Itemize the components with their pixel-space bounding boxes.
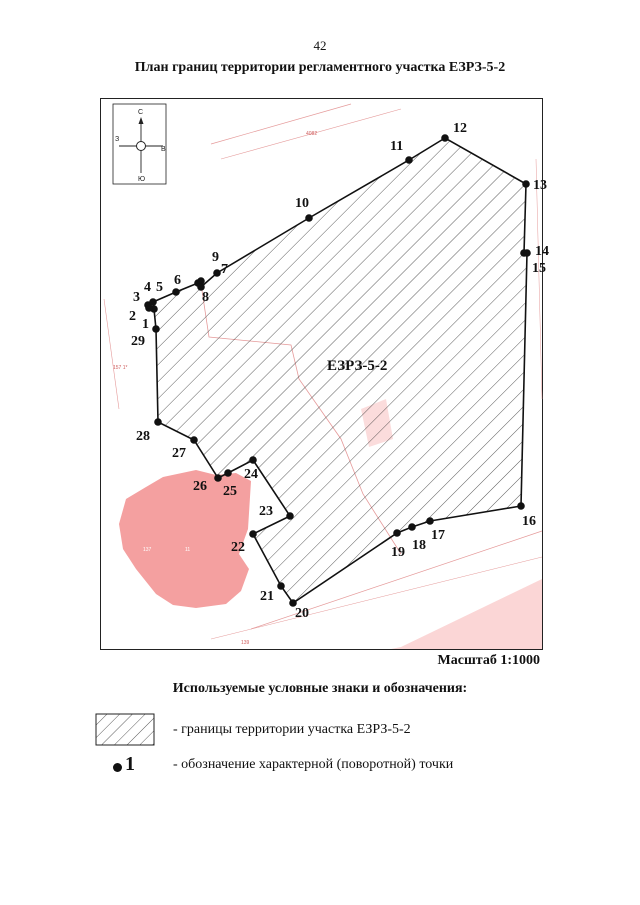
map-scale: Масштаб 1:1000: [437, 653, 540, 668]
boundary-point-19: [393, 529, 401, 537]
point-label-4: 4: [144, 280, 151, 295]
boundary-point-11: [405, 156, 413, 164]
boundary-point-25: [224, 469, 232, 477]
boundary-point-4: [149, 298, 157, 306]
point-label-17: 17: [431, 528, 445, 543]
compass-north: С: [138, 109, 144, 116]
point-label-14: 14: [535, 244, 549, 259]
boundary-point-26: [214, 474, 222, 482]
boundary-point-27: [190, 436, 198, 444]
boundary-point-9: [213, 269, 221, 277]
point-label-12: 12: [453, 121, 467, 136]
background-label: 139: [241, 640, 250, 646]
legend-title: Используемые условные знаки и обозначения:: [172, 681, 468, 696]
compass: [113, 104, 166, 184]
point-dot-icon: [113, 763, 122, 772]
legend-text: - границы территории участка ЕЗРЗ-5-2: [173, 721, 411, 737]
area-label: ЕЗРЗ-5-2: [327, 358, 388, 374]
background-label: 157 1*: [113, 365, 128, 371]
legend-text: - обозначение характерной (поворотной) точки: [173, 756, 454, 772]
point-label-26: 26: [193, 479, 207, 494]
point-label-1: 1: [142, 317, 149, 332]
point-label-13: 13: [533, 178, 547, 193]
parcel-line: [536, 159, 542, 399]
point-label-3: 3: [133, 290, 140, 305]
legend-item-boundary: [95, 713, 411, 746]
boundary-point-23: [286, 512, 294, 520]
point-label-6: 6: [174, 273, 181, 288]
point-label-16: 16: [522, 514, 536, 529]
compass-south: Ю: [138, 176, 146, 183]
boundary-point-24: [249, 456, 257, 464]
point-label-24: 24: [244, 467, 258, 482]
boundary-point-12: [441, 134, 449, 142]
boundary-point-16: [517, 502, 525, 510]
boundary-point-28: [154, 418, 162, 426]
point-label-21: 21: [260, 589, 274, 604]
boundary-point-15: [523, 249, 531, 257]
point-label-27: 27: [172, 446, 186, 461]
point-label-2: 2: [129, 309, 136, 324]
point-sample-number: 1: [125, 753, 135, 775]
compass-east: В: [161, 146, 166, 153]
background-label: 137: [143, 547, 152, 553]
page-title: План границ территории регламентного участка ЕЗРЗ-5-2: [134, 60, 506, 75]
boundary-point-22: [249, 530, 257, 538]
point-label-20: 20: [295, 606, 309, 621]
point-label-25: 25: [223, 484, 237, 499]
point-label-5: 5: [156, 280, 163, 295]
parcel-line: [211, 104, 351, 144]
point-label-18: 18: [412, 538, 426, 553]
compass-west: З: [115, 136, 120, 143]
boundary-point-5: [172, 288, 180, 296]
point-label-7: 7: [221, 262, 228, 277]
point-sample-icon: [95, 753, 155, 776]
point-label-19: 19: [391, 545, 405, 560]
background-label: 11: [185, 547, 191, 553]
boundary-point-17: [426, 517, 434, 525]
boundary-point-13: [522, 180, 530, 188]
point-label-11: 11: [390, 139, 404, 154]
legend-item-point: [95, 753, 453, 776]
background-label: 4082: [306, 131, 318, 137]
point-label-10: 10: [295, 196, 309, 211]
point-label-9: 9: [212, 250, 219, 265]
point-label-29: 29: [131, 334, 145, 349]
boundary-point-29: [152, 325, 160, 333]
hatch-swatch-icon: [95, 713, 155, 746]
map-canvas: [101, 99, 549, 649]
point-label-23: 23: [259, 504, 273, 519]
pink-area-bottom-right: [391, 579, 542, 649]
parcel-line: [104, 299, 119, 409]
boundary-point-21: [277, 582, 285, 590]
point-label-8: 8: [202, 290, 209, 305]
boundary-point-10: [305, 214, 313, 222]
point-label-15: 15: [532, 261, 546, 276]
point-label-28: 28: [136, 429, 150, 444]
boundary-point-18: [408, 523, 416, 531]
point-label-22: 22: [231, 540, 245, 555]
page-number: 42: [313, 38, 327, 53]
boundary-map: [100, 98, 549, 650]
